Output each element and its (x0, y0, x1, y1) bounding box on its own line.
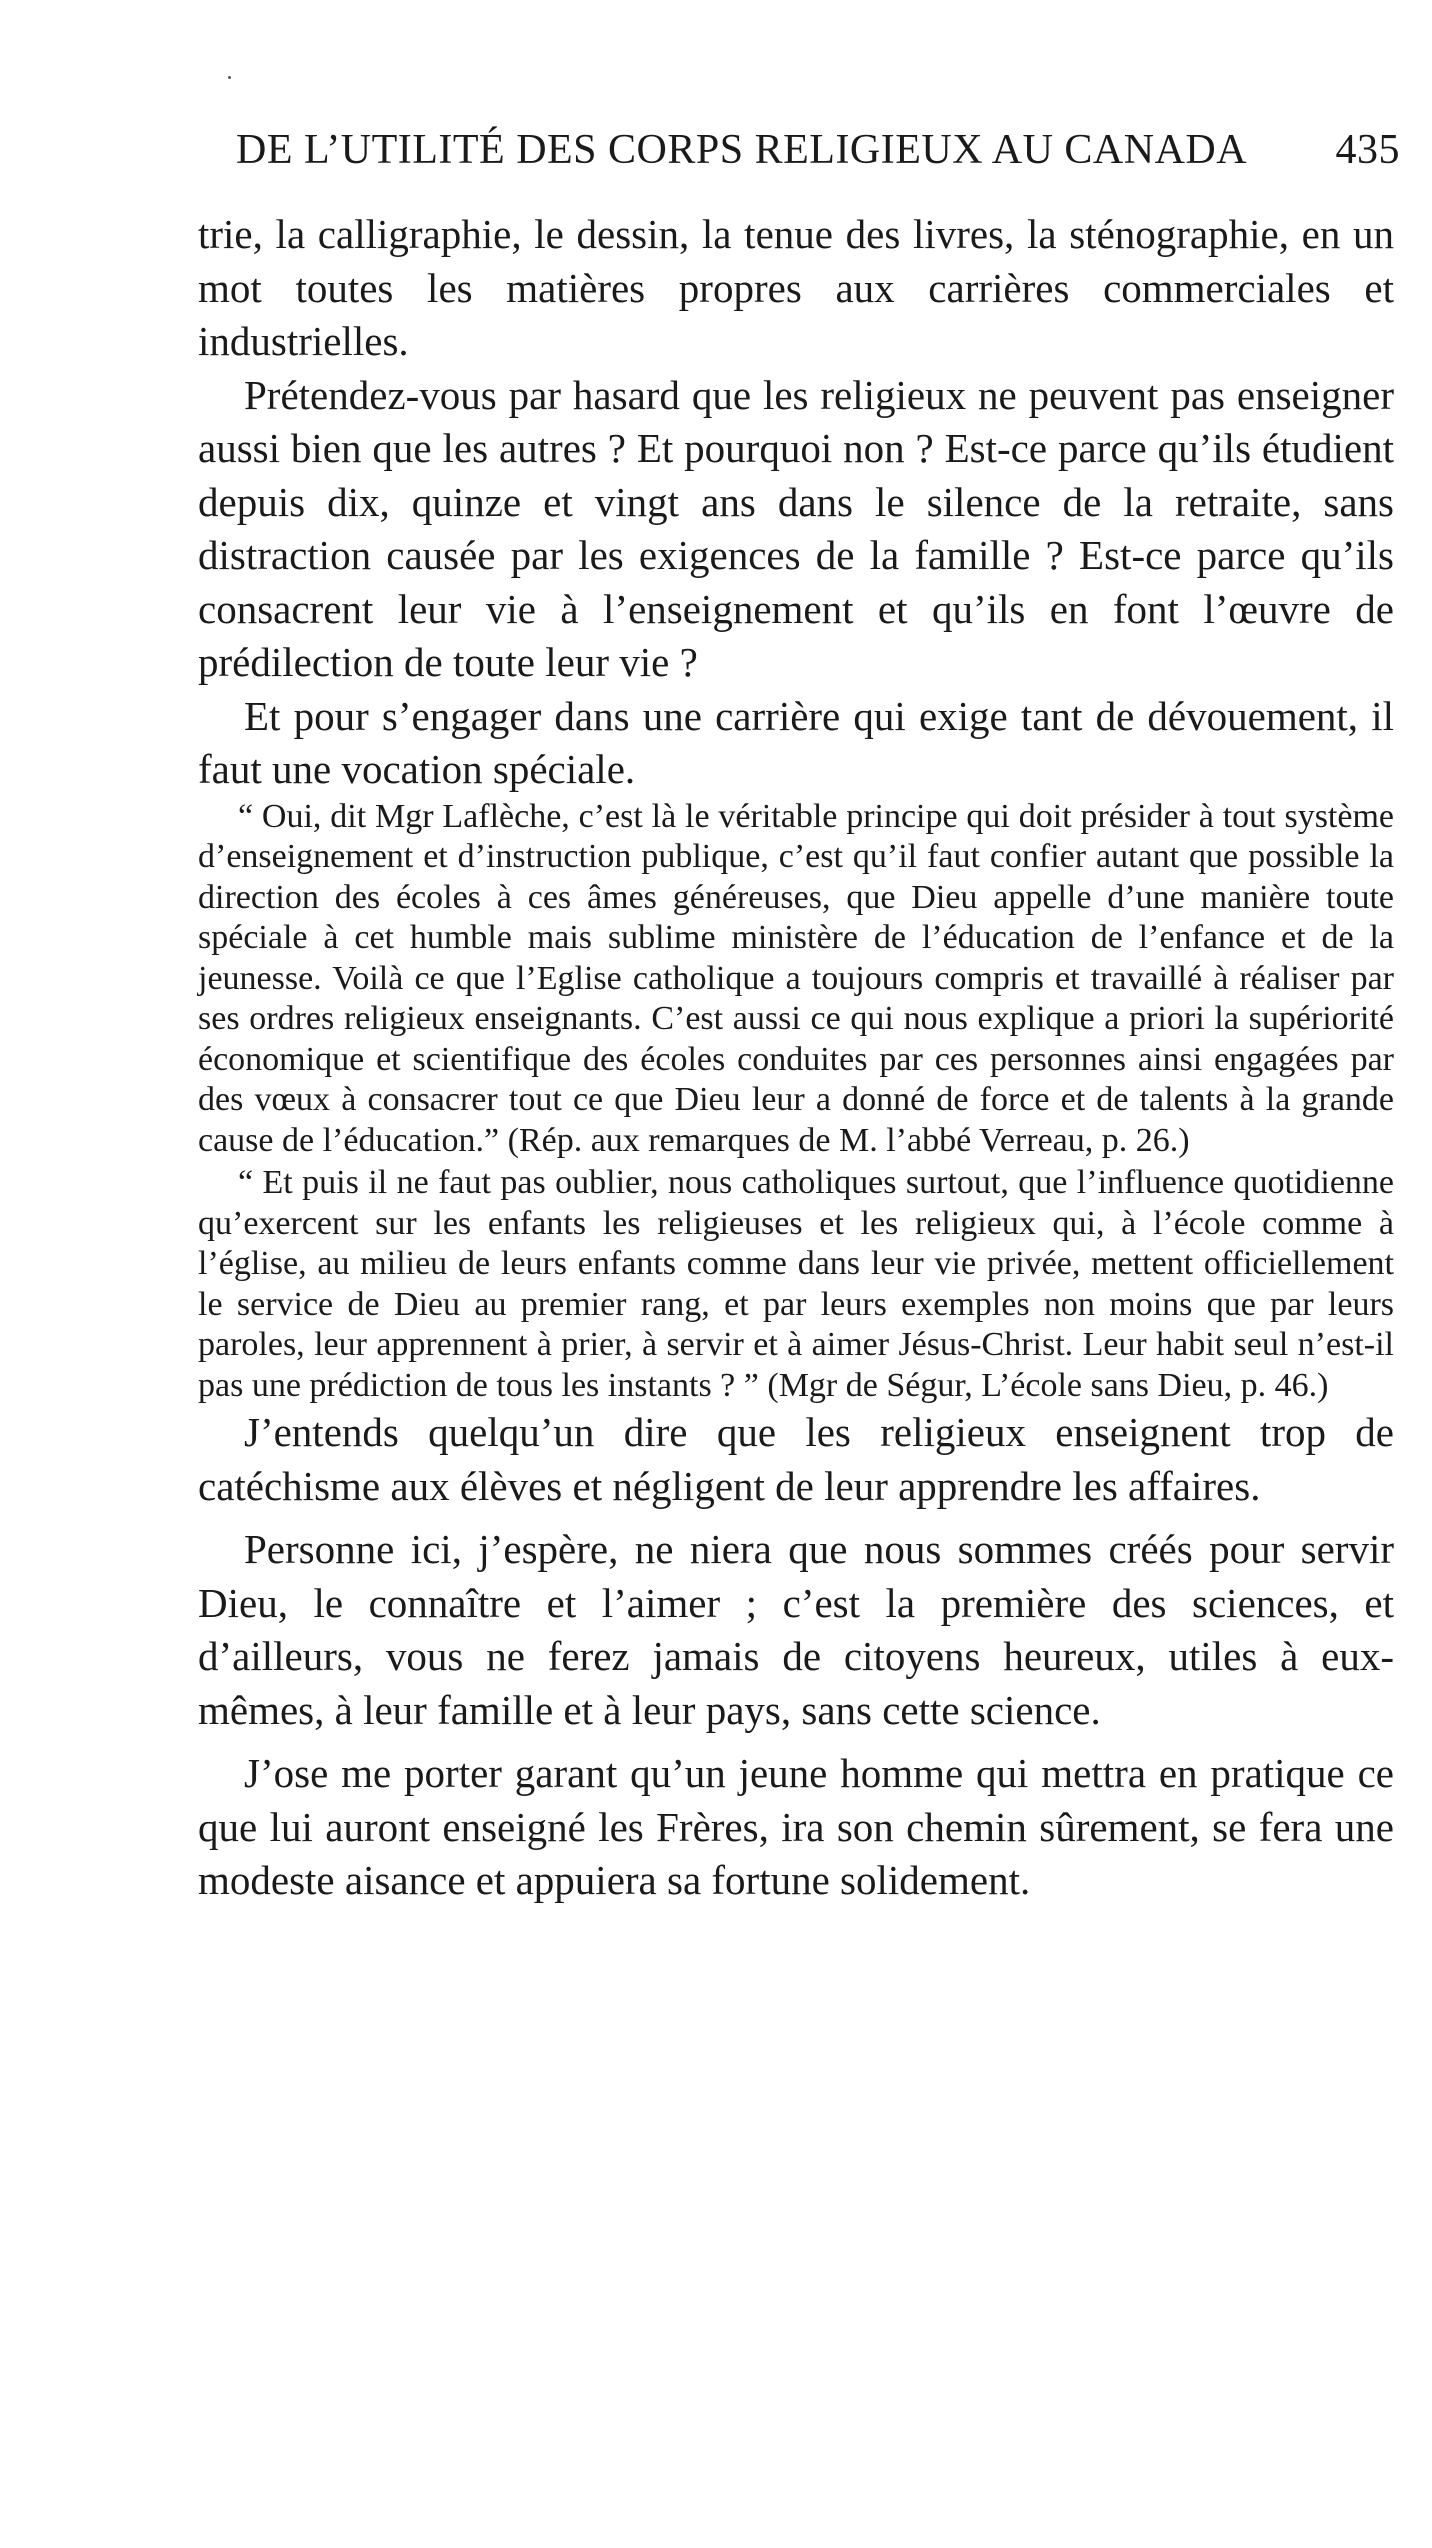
paragraph: J’entends quelqu’un dire que les religieux enseignent trop de catéchisme aux élèves et négligent de leur apprendre les affaires. (198, 1409, 1394, 1509)
page-body (198, 208, 1394, 1908)
paragraph-continuation: trie, la calligraphie, le dessin, la tenue des livres, la sténographie, en un mot toutes les matières propres aux carrières commerciales et industrielles. (198, 211, 1394, 364)
paragraph: Et pour s’engager dans une carrière qui exige tant de dévouement, il faut une vocation spéciale. (198, 692, 1394, 792)
paragraph: Personne ici, j’espère, ne niera que nous sommes créés pour servir Dieu, le connaître et l’aimer ; c’est la première des sciences, et d’ailleurs, vous ne ferez jamais de citoyens heureux, utiles à eux-mêmes, à leur famille et à leur pays, sans cette science. (198, 1526, 1394, 1733)
page-number: 435 (1335, 127, 1400, 173)
block-quote-segur: “ Et puis il ne faut pas oublier, nous catholiques surtout, que l’influence quotidienne qu’exercent sur les enfants les religieuses et les religieux qui, à l’école comme à l’église, au milieu de leurs enfants comme dans leur vie privée, mettent officiellement le service de Dieu au premier rang, et par leurs exemples non moins que par leurs paroles, leur apprennent à prier, à servir et à aimer Jésus-Christ. Leur habit seul n’est-il pas une prédiction de tous les instants ? ” (Mgr de Ségur, L’école sans Dieu, p. 46.) (198, 1164, 1394, 1404)
header-title: DE L’UTILITÉ DES CORPS RELIGIEUX AU CANADA (236, 127, 1248, 173)
paragraph: J’ose me porter garant qu’un jeune homme qui mettra en pratique ce que lui auront enseigné les Frères, ira son chemin sûrement, se fera une modeste aisance et appuiera sa fortune solidement. (198, 1750, 1394, 1903)
paragraph: Prétendez-vous par hasard que les religieux ne peuvent pas enseigner aussi bien que les autres ? Et pourquoi non ? Est-ce parce qu’ils étudient depuis dix, quinze et vingt ans dans le silence de la retraite, sans distraction causée par les exigences de la famille ? Est-ce parce qu’ils consacrent leur vie à l’enseignement et qu’ils en font l’œuvre de prédilection de toute leur vie ? (198, 371, 1394, 685)
block-quote-lafleche: “ Oui, dit Mgr Laflèche, c’est là le véritable principe qui doit présider à tout système d’enseignement et d’instruction publique, c’est qu’il faut confier autant que possible la direction des écoles à ces âmes généreuses, que Dieu appelle d’une manière toute spéciale à cet humble mais sublime ministère de l’éducation de l’enfance et de la jeunesse. Voilà ce que l’Eglise catholique a toujours compris et travaillé à réaliser par ses ordres religieux enseignants. C’est aussi ce qui nous explique a priori la supériorité économique et scientifique des écoles conduites par ces personnes ainsi engagées par des vœux à consacrer tout ce que Dieu leur a donné de force et de talents à la grande cause de l’éducation.” (Rép. aux remarques de M. l’abbé Verreau, p. 26.) (198, 797, 1394, 1159)
print-speck (228, 76, 231, 79)
running-header (236, 126, 1400, 174)
